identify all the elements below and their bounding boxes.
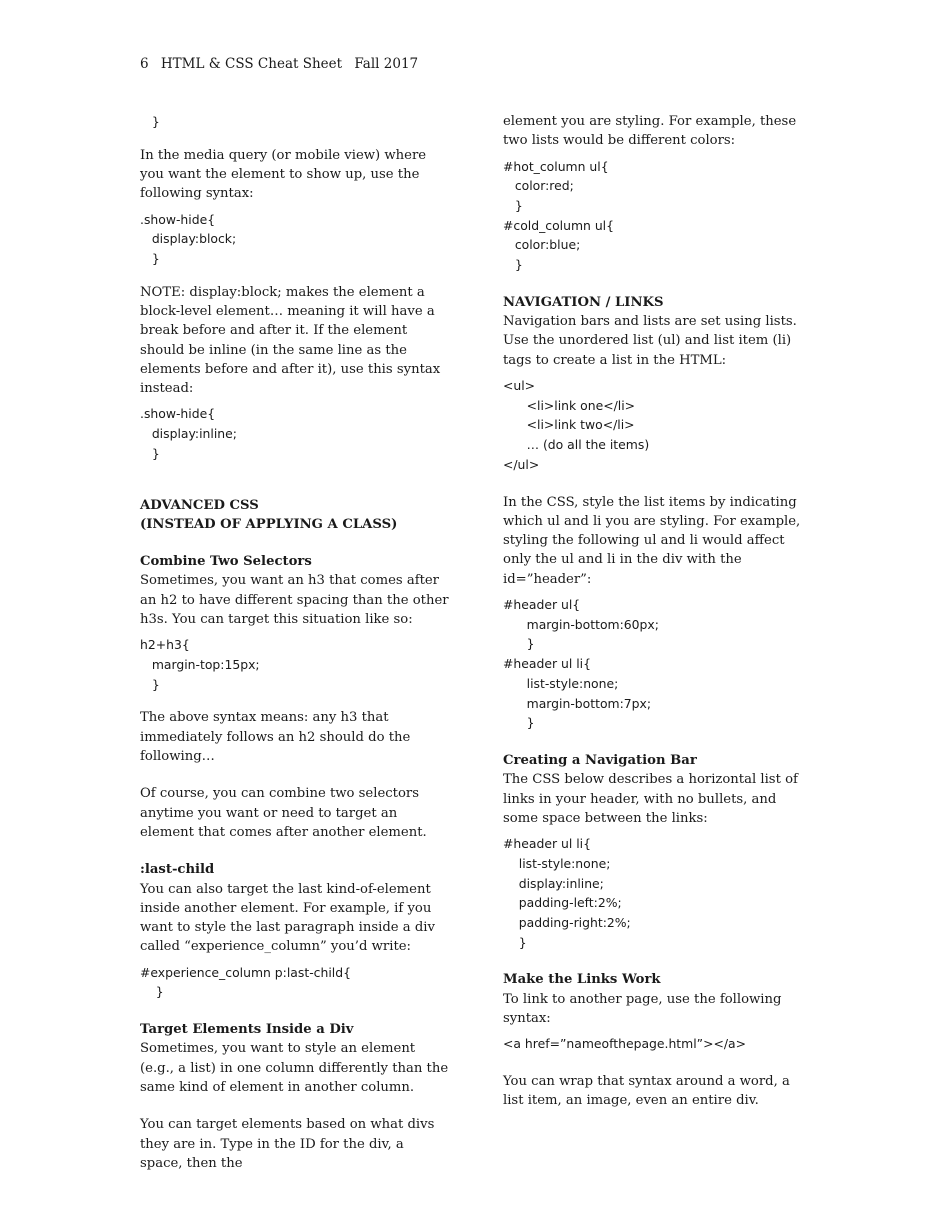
paragraph-media-query: In the media query (or mobile view) where you want the element to show up, use the following syntax: bbox=[140, 147, 427, 202]
code-show-hide-inline: .show-hide{ display:inline; } bbox=[140, 406, 237, 461]
paragraph-of-course: Of course, you can combine two selectors anytime you want or need to target an element that comes after another element. bbox=[140, 786, 427, 840]
paragraph-note: NOTE: display:block; makes the element a block-level element… meaning it will have a break before and after it. If the element should be inline (in the same line as the elements before and after it), use this syntax instead: bbox=[140, 284, 441, 397]
heading-advanced-css-sub: (INSTEAD OF APPLYING A CLASS) bbox=[140, 516, 398, 532]
paragraph-creating: The CSS below describes a horizontal list of links in your header, with no bullets, and some space between the links: bbox=[503, 772, 798, 826]
paragraph-links: To link to another page, use the following syntax: bbox=[503, 991, 782, 1026]
page-header bbox=[140, 56, 426, 72]
document-title: HTML & CSS Cheat Sheet bbox=[160, 56, 343, 72]
paragraph-nav-1: Navigation bars and lists are set using lists. bbox=[503, 314, 797, 330]
paragraph-last-child: You can also target the last kind-of-element inside another element. For example, if you want to style the last paragraph inside a div called “experience_column” you’d write: bbox=[140, 881, 435, 955]
page-number: 6 bbox=[140, 56, 149, 72]
document-term: Fall 2017 bbox=[354, 56, 419, 72]
code-close-brace: } bbox=[140, 114, 160, 129]
code-ul-list: <ul> <li>link one</li> <li>link two</li> … (do all the items) </ul> bbox=[503, 378, 650, 472]
paragraph-nav-2: Use the unordered list (ul) and list item (li) tags to create a list in the HTML: bbox=[503, 333, 792, 368]
heading-advanced-css: ADVANCED CSS bbox=[140, 497, 259, 513]
right-column bbox=[503, 112, 813, 1111]
paragraph-wrap: You can wrap that syntax around a word, a list item, an image, even an entire div. bbox=[503, 1073, 790, 1109]
code-href: <a href=”nameofthepage.html”></a> bbox=[503, 1036, 747, 1052]
heading-creating-navbar: Creating a Navigation Bar bbox=[503, 752, 697, 768]
paragraph-target-2: You can target elements based on what divs they are in. Type in the ID for the div, a space, then the bbox=[140, 1117, 435, 1171]
paragraph-combine: Sometimes, you want an h3 that comes after an h2 to have different spacing than the other h3s. You can target this situation like so: bbox=[140, 573, 449, 628]
heading-make-links-work: Make the Links Work bbox=[503, 972, 661, 988]
heading-combine-selectors: Combine Two Selectors bbox=[140, 554, 312, 570]
heading-target-elements: Target Elements Inside a Div bbox=[140, 1022, 354, 1038]
heading-navigation-links: NAVIGATION / LINKS bbox=[503, 294, 664, 310]
code-navbar: #header ul li{ list-style:none; display:inline; padding-left:2%; padding-right:2%; } bbox=[503, 836, 631, 950]
code-last-child: #experience_column p:last-child{ } bbox=[140, 964, 351, 1000]
paragraph-css-style: In the CSS, style the list items by indicating which ul and li you are styling. For example, styling the following ul and li would affect only the ul and li in the div with the id=”header”: bbox=[503, 494, 801, 587]
paragraph-element-styling: element you are styling. For example, these two lists would be different colors: bbox=[503, 114, 797, 149]
paragraph-target-1: Sometimes, you want to style an element (e.g., a list) in one column differently than the same kind of element in another column. bbox=[140, 1041, 449, 1096]
code-h2-h3: h2+h3{ margin-top:15px; } bbox=[140, 637, 260, 692]
heading-last-child: :last-child bbox=[140, 862, 215, 878]
code-column-colors: #hot_column ul{ color:red; } #cold_column ul{ color:blue; } bbox=[503, 158, 615, 273]
code-header-ul: #header ul{ margin-bottom:60px; } #header ul li{ list-style:none; margin-bottom:7px; } bbox=[503, 597, 659, 731]
left-column bbox=[140, 112, 450, 1173]
code-show-hide-block: .show-hide{ display:block; } bbox=[140, 211, 237, 266]
paragraph-above-syntax: The above syntax means: any h3 that immediately follows an h2 should do the following… bbox=[140, 710, 411, 765]
